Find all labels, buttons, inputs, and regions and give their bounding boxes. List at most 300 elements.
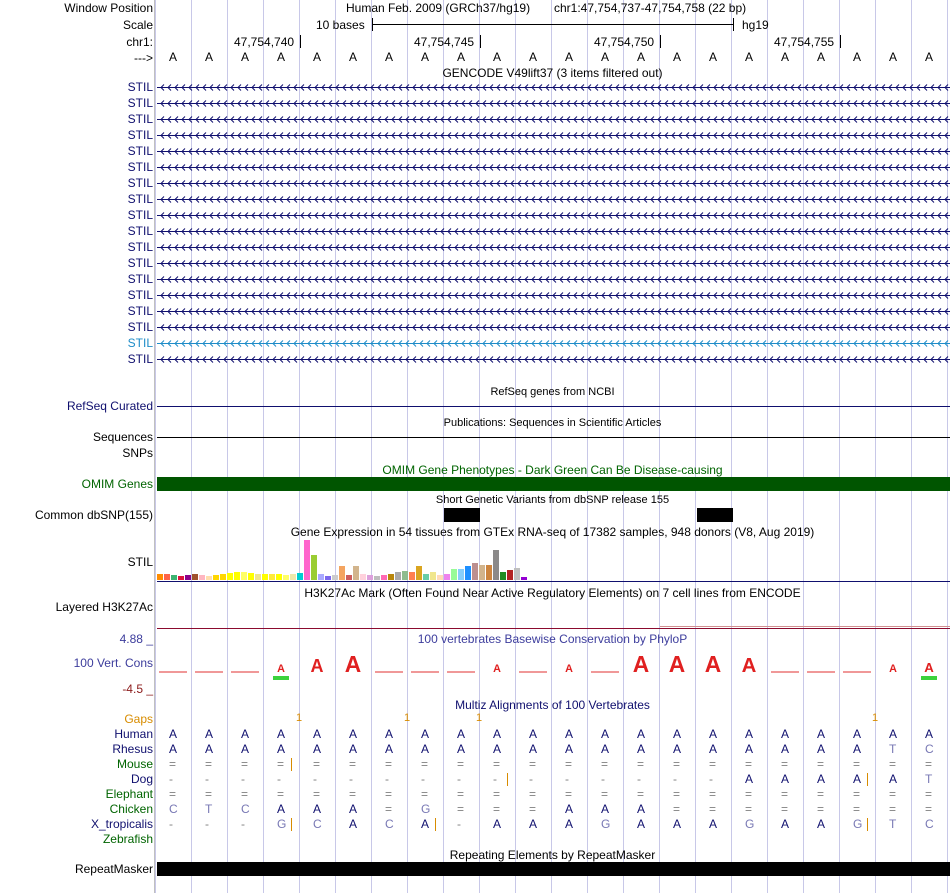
gtex-tissue-bar	[157, 574, 163, 580]
base-letter: A	[601, 50, 610, 64]
alignment-base: =	[889, 802, 897, 816]
alignment-base: A	[313, 742, 322, 756]
alignment-base: A	[205, 727, 214, 741]
alignment-base: =	[205, 787, 213, 801]
alignment-base: =	[529, 787, 537, 801]
alignment-base: =	[457, 787, 465, 801]
alignment-base: T	[925, 772, 933, 786]
base-letter: A	[673, 50, 682, 64]
species-label-chicken[interactable]: Chicken	[109, 802, 153, 816]
alignment-base: T	[889, 742, 897, 756]
cons-logo-letter: A	[704, 651, 722, 677]
gtex-tissue-bar	[451, 569, 457, 580]
gtex-tissue-bar	[220, 574, 226, 580]
alignment-base: =	[493, 802, 501, 816]
alignment-base: A	[709, 817, 718, 831]
gtex-tissue-bar	[409, 572, 415, 580]
alignment-base: A	[673, 727, 682, 741]
coord-tick	[480, 35, 481, 48]
alignment-base: A	[205, 742, 214, 756]
gtex-tissue-bar	[465, 566, 471, 580]
gtex-tissue-bar	[493, 550, 499, 580]
alignment-base: A	[781, 817, 790, 831]
gtex-tissue-bar	[360, 574, 366, 580]
alignment-base: -	[241, 772, 245, 786]
alignment-base: -	[529, 772, 533, 786]
insertion-marker	[435, 818, 436, 831]
alignment-base: =	[385, 757, 393, 771]
omim-bar[interactable]	[157, 477, 950, 491]
alignment-base: -	[169, 772, 173, 786]
alignment-base: -	[565, 772, 569, 786]
alignment-base: A	[637, 817, 646, 831]
alignment-base: =	[853, 787, 861, 801]
alignment-base: =	[637, 757, 645, 771]
cons-logo-letter: A	[741, 655, 757, 677]
gtex-tissue-bar	[325, 576, 331, 580]
alignment-base: A	[889, 772, 898, 786]
omim-track-title[interactable]: OMIM Gene Phenotypes - Dark Green Can Be Disease-causing	[382, 463, 723, 477]
gencode-gene-lines[interactable]	[155, 80, 950, 380]
alignment-base: A	[349, 817, 358, 831]
sequences-label[interactable]: Sequences	[92, 430, 153, 444]
cons-label[interactable]: 100 Vert. Cons	[73, 656, 153, 670]
coord-label: 47,754,740	[234, 35, 295, 49]
alignment-base: -	[637, 772, 641, 786]
insertion-marker	[291, 758, 292, 771]
alignment-base: A	[817, 772, 826, 786]
position-text[interactable]: chr1:47,754,737-47,754,758 (22 bp)	[554, 1, 747, 15]
alignment-base: =	[673, 802, 681, 816]
assembly-text: Human Feb. 2009 (GRCh37/hg19)	[346, 1, 531, 15]
gtex-tissue-bar	[416, 566, 422, 580]
h3k27ac-label[interactable]: Layered H3K27Ac	[55, 600, 153, 614]
cons-negative-mark	[921, 676, 937, 680]
repeatmasker-label[interactable]: RepeatMasker	[74, 862, 153, 876]
alignment-base: =	[709, 802, 717, 816]
repeatmasker-bar[interactable]	[157, 862, 950, 876]
alignment-base: -	[421, 772, 425, 786]
insertion-marker	[507, 773, 508, 786]
alignment-base: A	[781, 727, 790, 741]
cons-logo-letter: A	[493, 663, 501, 675]
cons-logo[interactable]	[155, 650, 950, 690]
gencode-gene-label[interactable]: STIL	[127, 240, 153, 254]
alignment-base: =	[745, 757, 753, 771]
alignment-base: =	[925, 802, 933, 816]
alignment-base: =	[565, 787, 573, 801]
scale-bar	[373, 24, 733, 25]
refseq-track-title[interactable]: RefSeq genes from NCBI	[490, 386, 615, 398]
gencode-track-title[interactable]: GENCODE V49lift37 (3 items filtered out)	[442, 66, 663, 80]
alignment-base: =	[169, 757, 177, 771]
alignment-base: =	[385, 802, 393, 816]
alignment-base: A	[277, 742, 286, 756]
gencode-gene-label[interactable]: STIL	[127, 192, 153, 206]
alignment-base: A	[709, 742, 718, 756]
gtex-tissue-bar	[192, 574, 198, 580]
gtex-tissue-bar	[500, 572, 506, 580]
db-text: hg19	[742, 18, 769, 32]
alignment-base: =	[421, 787, 429, 801]
alignment-base: G	[421, 802, 431, 816]
gap-marker: 1	[296, 712, 303, 724]
cons-logo-letter: A	[277, 663, 285, 675]
alignment-base: -	[493, 772, 497, 786]
gtex-tissue-bar	[381, 575, 387, 580]
scale-bar-left-end	[372, 18, 373, 31]
alignment-base: =	[277, 787, 285, 801]
coord-label: 47,754,750	[594, 35, 655, 49]
repeatmasker-track-title[interactable]: Repeating Elements by RepeatMasker	[449, 848, 656, 862]
publications-line[interactable]	[157, 437, 950, 438]
gencode-gene-label[interactable]: STIL	[127, 304, 153, 318]
alignment-base: -	[349, 772, 353, 786]
alignment-base: A	[925, 727, 934, 741]
gtex-tissue-bar	[297, 573, 303, 580]
alignment-base: =	[745, 802, 753, 816]
gencode-gene-label[interactable]: STIL	[127, 176, 153, 190]
alignment-base: -	[205, 817, 209, 831]
gtex-tissue-bar	[479, 565, 485, 580]
multiz-track-title[interactable]: Multiz Alignments of 100 Vertebrates	[455, 698, 650, 712]
base-letter: A	[565, 50, 574, 64]
base-letter: A	[169, 50, 178, 64]
gtex-tissue-bar	[262, 574, 268, 580]
alignment-base: T	[889, 817, 897, 831]
alignment-base: A	[817, 742, 826, 756]
gencode-gene-label[interactable]: STIL	[127, 336, 153, 350]
base-letter: A	[817, 50, 826, 64]
alignment-base: -	[277, 772, 281, 786]
gencode-gene-label[interactable]: STIL	[127, 96, 153, 110]
alignment-base: =	[493, 787, 501, 801]
omim-label[interactable]: OMIM Genes	[81, 477, 153, 491]
alignment-base: =	[349, 787, 357, 801]
gencode-gene-label[interactable]: STIL	[127, 288, 153, 302]
gtex-tissue-bar	[164, 574, 170, 580]
cons-min-label: -4.5 _	[122, 682, 153, 696]
scale-bar-text: 10 bases	[316, 18, 365, 32]
alignment-base: =	[853, 757, 861, 771]
alignment-base: A	[637, 802, 646, 816]
gencode-gene-label[interactable]: STIL	[127, 128, 153, 142]
cons-max-label: 4.88 _	[119, 632, 153, 646]
gencode-gene-label[interactable]: STIL	[127, 272, 153, 286]
dbsnp-track-title[interactable]: Short Genetic Variants from dbSNP release 155	[435, 494, 670, 506]
alignment-base: A	[673, 742, 682, 756]
gtex-bar-chart[interactable]	[155, 538, 950, 584]
alignment-base: A	[349, 727, 358, 741]
gaps-label[interactable]: Gaps	[124, 712, 153, 726]
alignment-base: C	[925, 817, 934, 831]
gtex-tissue-bar	[395, 572, 401, 580]
alignment-base: T	[205, 802, 213, 816]
alignment-base: =	[601, 757, 609, 771]
gtex-tissue-bar	[437, 575, 443, 580]
alignment-base: =	[637, 787, 645, 801]
alignment-base: C	[241, 802, 250, 816]
species-label-mouse[interactable]: Mouse	[116, 757, 153, 771]
alignment-base: C	[385, 817, 394, 831]
alignment-base: =	[889, 787, 897, 801]
gtex-tissue-bar	[241, 572, 247, 580]
alignment-base: A	[565, 742, 574, 756]
gtex-tissue-bar	[339, 566, 345, 580]
base-letter: A	[781, 50, 790, 64]
alignment-base: =	[781, 757, 789, 771]
species-label-dog[interactable]: Dog	[130, 772, 153, 786]
alignment-base: =	[349, 757, 357, 771]
gtex-tissue-bar	[374, 576, 380, 580]
alignment-base: =	[673, 757, 681, 771]
base-letter: A	[925, 50, 934, 64]
alignment-base: =	[817, 787, 825, 801]
alignment-base: A	[169, 742, 178, 756]
alignment-base: -	[709, 772, 713, 786]
coord-label: 47,754,745	[414, 35, 475, 49]
h3k27ac-track-title[interactable]: H3K27Ac Mark (Often Found Near Active Regulatory Elements) on 7 cell lines from ENCODE	[304, 586, 801, 600]
gtex-tissue-bar	[199, 575, 205, 580]
gencode-gene-label[interactable]: STIL	[127, 352, 153, 366]
alignment-base: A	[421, 742, 430, 756]
alignment-base: A	[853, 727, 862, 741]
alignment-base: =	[205, 757, 213, 771]
base-letter: A	[745, 50, 754, 64]
alignment-base: A	[457, 727, 466, 741]
alignment-base: A	[493, 817, 502, 831]
coord-tick	[840, 35, 841, 48]
insertion-marker	[867, 773, 868, 786]
window-position-label: Window Position	[64, 1, 153, 15]
species-label-rhesus[interactable]: Rhesus	[112, 742, 153, 756]
gtex-tissue-bar	[430, 572, 436, 580]
cons-logo-letter: A	[344, 651, 362, 677]
gtex-tissue-bar	[388, 574, 394, 580]
cons-logo-letter: A	[310, 656, 324, 676]
alignment-base: A	[529, 742, 538, 756]
cons-logo-letter: A	[889, 663, 897, 675]
alignment-base: A	[385, 727, 394, 741]
alignment-base: A	[853, 742, 862, 756]
alignment-base: A	[745, 727, 754, 741]
gtex-tissue-bar	[213, 575, 219, 580]
gtex-tissue-bar	[507, 570, 513, 580]
alignment-base: A	[349, 802, 358, 816]
alignment-base: G	[853, 817, 863, 831]
alignment-base: A	[781, 742, 790, 756]
alignment-base: -	[169, 817, 173, 831]
alignment-base: -	[457, 817, 461, 831]
gtex-tissue-bar	[332, 575, 338, 580]
gencode-gene-label[interactable]: STIL	[127, 224, 153, 238]
insertion-marker	[291, 818, 292, 831]
alignment-base: A	[673, 817, 682, 831]
cons-track-title[interactable]: 100 vertebrates Basewise Conservation by PhyloP	[417, 632, 688, 646]
base-letter: A	[349, 50, 358, 64]
alignment-base: G	[277, 817, 287, 831]
alignment-base: =	[709, 757, 717, 771]
dbsnp-variant[interactable]	[697, 508, 733, 522]
gtex-label[interactable]: STIL	[127, 555, 153, 569]
base-letter: A	[421, 50, 430, 64]
alignment-base: =	[745, 787, 753, 801]
alignment-base: A	[817, 727, 826, 741]
gap-marker: 1	[476, 712, 483, 724]
gtex-tissue-bar	[171, 575, 177, 580]
alignment-base: A	[313, 727, 322, 741]
cons-logo-letter: A	[924, 660, 934, 675]
gtex-tissue-bar	[178, 576, 184, 580]
gtex-track-title[interactable]: Gene Expression in 54 tissues from GTEx RNA-seq of 17382 samples, 948 donors (V8, Aug 2019)	[290, 525, 815, 539]
alignment-base: =	[457, 757, 465, 771]
gtex-tissue-bar	[486, 565, 492, 580]
gtex-tissue-bar	[444, 574, 450, 580]
gtex-tissue-bar	[206, 576, 212, 580]
gap-marker: 1	[872, 712, 879, 724]
alignment-base: A	[529, 817, 538, 831]
alignment-base: A	[601, 742, 610, 756]
snps-label[interactable]: SNPs	[122, 446, 153, 460]
alignment-base: =	[817, 802, 825, 816]
alignment-base: =	[529, 757, 537, 771]
alignment-base: A	[745, 742, 754, 756]
alignment-base: A	[277, 802, 286, 816]
alignment-base: -	[457, 772, 461, 786]
alignment-base: =	[169, 787, 177, 801]
alignment-base: =	[817, 757, 825, 771]
alignment-base: A	[421, 817, 430, 831]
alignment-base: =	[421, 757, 429, 771]
gencode-gene-label[interactable]: STIL	[127, 320, 153, 334]
refseq-label[interactable]: RefSeq Curated	[66, 399, 153, 413]
alignment-base: A	[637, 742, 646, 756]
gtex-tissue-bar	[248, 573, 254, 580]
coord-tick	[660, 35, 661, 48]
alignment-base: =	[313, 757, 321, 771]
gtex-tissue-bar	[346, 575, 352, 580]
alignment-base: =	[385, 787, 393, 801]
base-letter: A	[457, 50, 466, 64]
gtex-tissue-bar	[521, 577, 527, 580]
gtex-tissue-bar	[255, 574, 261, 580]
alignment-base: A	[421, 727, 430, 741]
species-label-human[interactable]: Human	[114, 727, 153, 741]
chr-label: chr1:	[126, 35, 153, 49]
base-letter: A	[385, 50, 394, 64]
alignment-base: A	[565, 727, 574, 741]
species-label-zebrafish[interactable]: Zebrafish	[102, 832, 153, 846]
alignment-base: A	[601, 727, 610, 741]
alignment-base: A	[241, 742, 250, 756]
alignment-base: =	[457, 802, 465, 816]
gencode-gene-label[interactable]: STIL	[127, 256, 153, 270]
gencode-gene-label[interactable]: STIL	[127, 112, 153, 126]
scale-label: Scale	[122, 18, 153, 32]
alignment-base: =	[889, 757, 897, 771]
coord-tick	[300, 35, 301, 48]
publications-track-title[interactable]: Publications: Sequences in Scientific Articles	[443, 417, 662, 429]
gtex-tissue-bar	[304, 540, 310, 580]
alignment-base: A	[493, 742, 502, 756]
alignment-base: =	[241, 787, 249, 801]
cons-logo-letter: A	[632, 651, 650, 677]
gtex-tissue-bar	[514, 568, 520, 580]
alignment-base: A	[745, 772, 754, 786]
alignment-base: -	[241, 817, 245, 831]
scale-bar-right-end	[733, 18, 734, 31]
alignment-base: A	[169, 727, 178, 741]
alignment-base: A	[277, 727, 286, 741]
alignment-base: C	[169, 802, 178, 816]
alignment-base: =	[781, 787, 789, 801]
alignment-base: A	[601, 802, 610, 816]
alignment-base: G	[601, 817, 611, 831]
alignment-base: =	[601, 787, 609, 801]
gtex-tissue-bar	[276, 574, 282, 580]
base-letter: A	[277, 50, 286, 64]
species-label-elephant[interactable]: Elephant	[105, 787, 153, 801]
base-letter: A	[241, 50, 250, 64]
base-letter: A	[529, 50, 538, 64]
gtex-tissue-bar	[269, 574, 275, 580]
alignment-base: =	[673, 787, 681, 801]
alignment-base: A	[349, 742, 358, 756]
cons-logo-letter: A	[668, 651, 686, 677]
gtex-tissue-bar	[353, 566, 359, 580]
cons-logo-letter: A	[565, 663, 573, 675]
dbsnp-label[interactable]: Common dbSNP(155)	[34, 508, 153, 522]
alignment-base: A	[781, 772, 790, 786]
alignment-base: =	[925, 757, 933, 771]
coord-label: 47,754,755	[774, 35, 835, 49]
alignment-base: -	[601, 772, 605, 786]
alignment-base: A	[565, 817, 574, 831]
base-letter: A	[637, 50, 646, 64]
gtex-tissue-bar	[367, 575, 373, 580]
gencode-gene-label[interactable]: STIL	[127, 80, 153, 94]
gtex-tissue-bar	[458, 569, 464, 580]
gtex-tissue-bar	[227, 573, 233, 580]
alignment-base: A	[457, 742, 466, 756]
alignment-base: A	[385, 742, 394, 756]
base-letter: A	[313, 50, 322, 64]
insertion-marker	[867, 818, 868, 831]
gtex-tissue-bar	[423, 574, 429, 580]
alignment-base: G	[745, 817, 755, 831]
refseq-line[interactable]	[157, 406, 950, 407]
alignment-base: -	[673, 772, 677, 786]
alignment-base: C	[313, 817, 322, 831]
gencode-gene-label[interactable]: STIL	[127, 208, 153, 222]
gencode-gene-label[interactable]: STIL	[127, 160, 153, 174]
alignment-base: A	[817, 817, 826, 831]
alignment-base: A	[565, 802, 574, 816]
dbsnp-variant[interactable]	[444, 508, 480, 522]
alignment-base: =	[277, 757, 285, 771]
alignment-base: =	[313, 787, 321, 801]
gencode-gene-label[interactable]: STIL	[127, 144, 153, 158]
base-letter: A	[709, 50, 718, 64]
alignment-base: =	[925, 787, 933, 801]
species-label-x_tropicalis[interactable]: X_tropicalis	[90, 817, 153, 831]
alignment-base: =	[565, 757, 573, 771]
alignment-base: A	[709, 727, 718, 741]
alignment-base: =	[853, 802, 861, 816]
alignment-base: -	[385, 772, 389, 786]
alignment-base: C	[925, 742, 934, 756]
alignment-base: A	[637, 727, 646, 741]
